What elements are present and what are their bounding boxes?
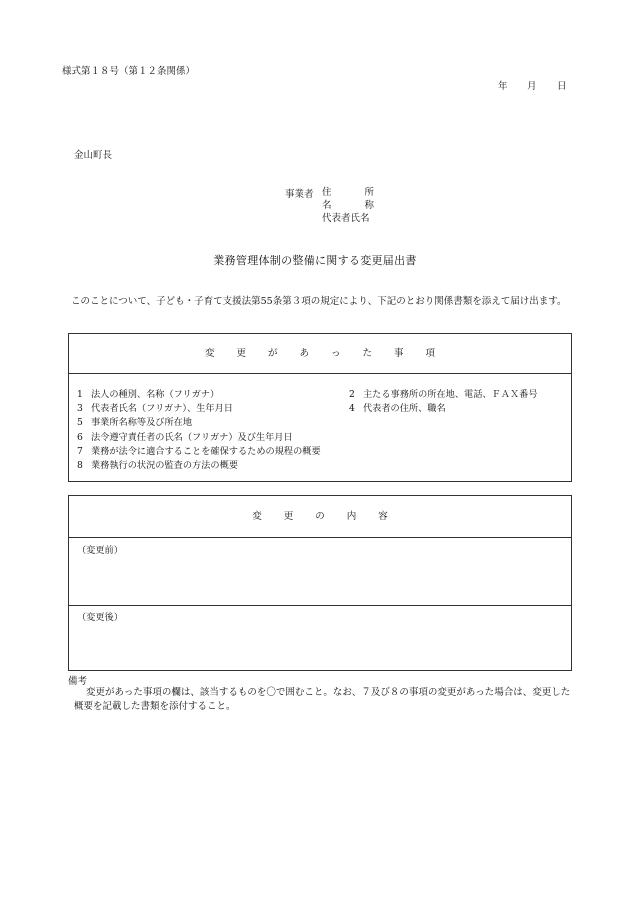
after-change-label: （変更後）	[77, 612, 123, 623]
list-item: 6 法令遵守責任者の氏名（フリガナ）及び生年月日	[77, 431, 293, 443]
remarks-text: 変更があった事項の欄は、該当するものを〇で囲むこと。なお、７及び８の事項の変更があった場合は、変更した概要を記載した書類を添付すること。	[74, 687, 571, 712]
name-label: 名 称	[322, 200, 374, 211]
addressee: 金山町長	[74, 150, 113, 161]
form-number: 様式第１８号（第１２条関係）	[62, 66, 196, 77]
date-year-label: 年	[498, 81, 508, 92]
document-title: 業務管理体制の整備に関する変更届出書	[213, 254, 417, 267]
representative-label: 代表者氏名	[322, 213, 370, 224]
remarks-label: 備考	[68, 676, 88, 687]
changed-items-heading: 変更があった事項	[69, 334, 571, 374]
after-change-field[interactable]	[69, 605, 571, 670]
change-details-box	[68, 495, 572, 671]
list-item: 3 代表者氏名（フリガナ）、生年月日 4 代表者の住所、職名	[77, 403, 446, 415]
date-month-label: 月	[527, 81, 537, 92]
list-item: 1 法人の種別、名称（フリガナ） 2 主たる事務所の所在地、電話、ＦＡＸ番号	[77, 389, 538, 400]
applicant-fields	[322, 186, 382, 225]
applicant-label: 事業者	[285, 189, 314, 200]
change-details-heading: 変更の内容	[69, 496, 571, 538]
list-item: 8 業務執行の状況の監査の方法の概要	[77, 459, 238, 471]
address-label: 住 所	[322, 187, 374, 198]
changed-items-box	[68, 333, 572, 482]
list-item: 7 業務が法令に適合することを確保するための規程の概要	[77, 445, 321, 457]
changed-items-list	[77, 388, 567, 473]
list-item: 5 事業所名称等及び所在地	[77, 417, 193, 429]
intro-text: このことについて、子ども・子育て支援法第55条第３項の規定により、下記のとおり関係書類を添えて届け出ます。	[71, 296, 567, 307]
before-change-label: （変更前）	[77, 545, 123, 556]
before-change-field[interactable]	[69, 538, 571, 606]
date-day-label: 日	[557, 81, 567, 92]
